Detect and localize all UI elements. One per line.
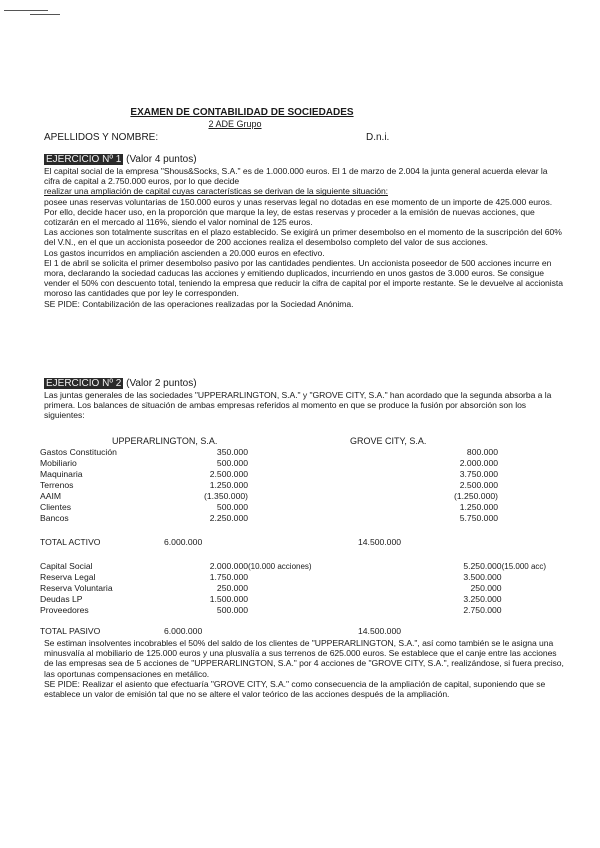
total-assets-a: 6.000.000 <box>164 537 203 547</box>
company-b-value: 3.250.000 <box>463 594 502 604</box>
exercise1-statement <box>44 166 564 309</box>
company-b-value: 800.000 <box>466 447 498 457</box>
company-a-note <box>248 513 308 524</box>
exercise2-intro: Las juntas generales de las sociedades "UPPERARLINGTON, S.A." y "GROVE CITY, S.A." han acordado que la segunda absorba a la primera. Los balances de situación de ambas empresas referidos al momento en que se produce la fusión por absorción son los siguientes: <box>44 390 552 421</box>
liabilities-table <box>40 561 572 616</box>
exercise1-paragraph: El capital social de la empresa "Shous&Socks, S.A." es de 1.000.000 euros. El 1 de marzo de 2.004 la junta general acuerda elevar la cifra de capital a 2.750.000 euros, por lo que decide <box>44 166 548 187</box>
company-b-note <box>498 480 568 491</box>
company-b-value: 3.750.000 <box>459 469 498 479</box>
row-label: AAIM <box>40 491 62 501</box>
exercise1-paragraph: Las acciones son totalmente suscritas en el plazo establecido. Se exigirá un primer desembolso en el momento de la suscripción del 60% del V.N., en el que un accionista poseedor de 200 acciones realiza el desembolso completo del valor de sus acciones. <box>44 227 562 248</box>
company-a-value: 2.000.000 <box>209 561 248 571</box>
company-b-value: 5.250.000 <box>463 561 502 571</box>
balance-row <box>40 605 572 616</box>
company-b-value: 2.500.000 <box>459 480 498 490</box>
company-a-note <box>248 469 308 480</box>
exercise2-value-note: (Valor 2 puntos) <box>126 378 197 389</box>
exercise1-paragraph: Los gastos incurridos en ampliación ascienden a 20.000 euros en efectivo. <box>44 247 325 258</box>
company-b-value: 2.750.000 <box>463 605 502 615</box>
balance-row <box>40 561 572 572</box>
exercise2-heading-row <box>44 378 197 389</box>
total-assets-label: TOTAL ACTIVO <box>40 537 101 547</box>
company-b-value: 1.250.000 <box>459 502 498 512</box>
company-b-note <box>498 513 568 524</box>
exercise1-paragraph: posee unas reservas voluntarias de 150.000 euros y unas reservas legal no dotadas en ese momento de un importe de 425.000 euros. Por ello, decide hacer uso, en la proporción que marque la ley, de estas reservas y proceder a la emisión de nuevas acciones, que cotizarán en el mercado al 116%, siendo el valor nominal de 125 euros. <box>44 196 553 228</box>
company-b-value: (1.250.000) <box>454 491 498 501</box>
balance-row <box>40 572 572 583</box>
company-a-value: 250.000 <box>216 583 248 593</box>
total-assets-b: 14.500.000 <box>358 537 402 547</box>
company-a-value: 1.500.000 <box>209 594 248 604</box>
balance-row <box>40 491 568 502</box>
row-label: Clientes <box>40 502 72 512</box>
exercise2-task: SE PIDE: Realizar el asiento que efectuaría "GROVE CITY, S.A." como consecuencia de la ampliación de capital, suponiendo que se establece un valor de emisión tal que no se altere el valor teórico de las acciones después de la ampliación. <box>44 678 546 700</box>
surname-label: APELLIDOS Y NOMBRE: <box>44 132 159 143</box>
company-b-note <box>498 491 568 502</box>
balance-row <box>40 447 568 458</box>
company-a-note <box>248 502 308 513</box>
total-liabilities-b: 14.500.000 <box>358 626 402 636</box>
company-a-value: 500.000 <box>216 502 248 512</box>
exercise1-heading: EJERCICIO Nº 1 <box>46 154 122 165</box>
company-a-note <box>248 447 308 458</box>
company-b-value: 5.750.000 <box>459 513 498 523</box>
company-b-value: 2.000.000 <box>459 458 498 468</box>
balance-row <box>40 502 568 513</box>
company-a-value: 2.250.000 <box>209 513 248 523</box>
exercise2-closing <box>44 638 564 699</box>
company-a-note <box>248 583 312 594</box>
company-a-value: (1.350.000) <box>204 491 248 501</box>
company-b-note: (15.000 acc) <box>501 562 547 571</box>
balance-row <box>40 583 572 594</box>
exercise1-task: SE PIDE: Contabilización de las operaciones realizadas por la Sociedad Anónima. <box>44 298 354 309</box>
company-a-note <box>248 458 308 469</box>
company-a-note <box>248 594 312 605</box>
company-b-note <box>502 594 572 605</box>
company-b-note <box>502 605 572 616</box>
scan-artifact-line <box>4 10 48 11</box>
exercise1-paragraph: realizar una ampliación de capital cuyas características se derivan de la siguiente situación: <box>44 186 389 197</box>
company-a-value: 500.000 <box>216 458 248 468</box>
row-label: Terrenos <box>40 480 74 490</box>
company-a-value: 350.000 <box>216 447 248 457</box>
company-b-note <box>498 469 568 480</box>
row-label: Maquinaria <box>40 469 83 479</box>
scan-artifact-line <box>30 14 60 15</box>
row-label: Bancos <box>40 513 69 523</box>
exam-subtitle: 2 ADE Grupo <box>208 119 262 129</box>
exercise1-paragraph: El 1 de abril se solicita el primer desembolso pasivo por las cantidades pendientes. Un accionista poseedor de 500 acciones incurre en mora, declarando la sociedad caducas las acciones y emitiendo duplicados, incurriendo en unos gastos de 3.000 euros. Se consigue vender el 50% con descuento total, teniendo la empresa que reducir la cifra de capital por el importe restante. Se le devuelve al accionista moroso las cantidades que por ley le corresponden. <box>44 257 563 299</box>
company-b-note <box>498 458 568 469</box>
company-a-value: 2.500.000 <box>209 469 248 479</box>
total-liabilities-a: 6.000.000 <box>164 626 203 636</box>
company-a-value: 1.750.000 <box>209 572 248 582</box>
row-label: Gastos Constitución <box>40 447 117 457</box>
company-a-value: 1.250.000 <box>209 480 248 490</box>
company-a-note <box>248 605 312 616</box>
row-label: Capital Social <box>40 561 93 571</box>
company-a-note <box>248 572 312 583</box>
company-a-value: 500.000 <box>216 605 248 615</box>
company-b-note <box>502 583 572 594</box>
row-label: Deudas LP <box>40 594 83 604</box>
balance-row <box>40 469 568 480</box>
exercise2-heading: EJERCICIO Nº 2 <box>46 378 122 389</box>
balance-row <box>40 594 572 605</box>
exercise1-value-note: (Valor 4 puntos) <box>126 154 197 165</box>
company-a-note <box>248 480 308 491</box>
balance-row <box>40 513 568 524</box>
exercise1-heading-row <box>44 154 197 165</box>
company-b-note <box>502 572 572 583</box>
exam-title: EXAMEN DE CONTABILIDAD DE SOCIEDADES <box>130 107 354 118</box>
company-a-note <box>248 491 308 502</box>
company-b-value: 3.500.000 <box>463 572 502 582</box>
company-b-note <box>498 502 568 513</box>
row-label: Reserva Voluntaria <box>40 583 113 593</box>
company-b-header: GROVE CITY, S.A. <box>350 436 427 446</box>
row-label: Mobiliario <box>40 458 77 468</box>
company-b-note <box>498 447 568 458</box>
balance-row <box>40 458 568 469</box>
dni-label: D.n.i. <box>366 132 390 143</box>
company-a-header: UPPERARLINGTON, S.A. <box>112 436 218 446</box>
company-a-note: (10.000 acciones) <box>248 562 312 571</box>
exercise2-paragraph: Se estiman insolventes incobrables el 50% del saldo de los clientes de "UPPERARLINGTON, S.A.", así como también se le asigna una minusvalía al mobiliario de 125.000 euros y una plusvalía a sus terrenos de 625.000 euros. Se establece que el canje entre las acciones de las empresas sea de 5 acciones de "UPPERARLINGTON, S.A." por 4 acciones de "GROVE CITY, S.A.", realizándose, si fuera preciso, las oportunas compensaciones en metálico. <box>44 638 564 679</box>
row-label: Proveedores <box>40 605 89 615</box>
assets-table <box>40 447 568 524</box>
balance-row <box>40 480 568 491</box>
total-liabilities-label: TOTAL PASIVO <box>40 626 101 636</box>
company-b-value: 250.000 <box>470 583 502 593</box>
row-label: Reserva Legal <box>40 572 96 582</box>
